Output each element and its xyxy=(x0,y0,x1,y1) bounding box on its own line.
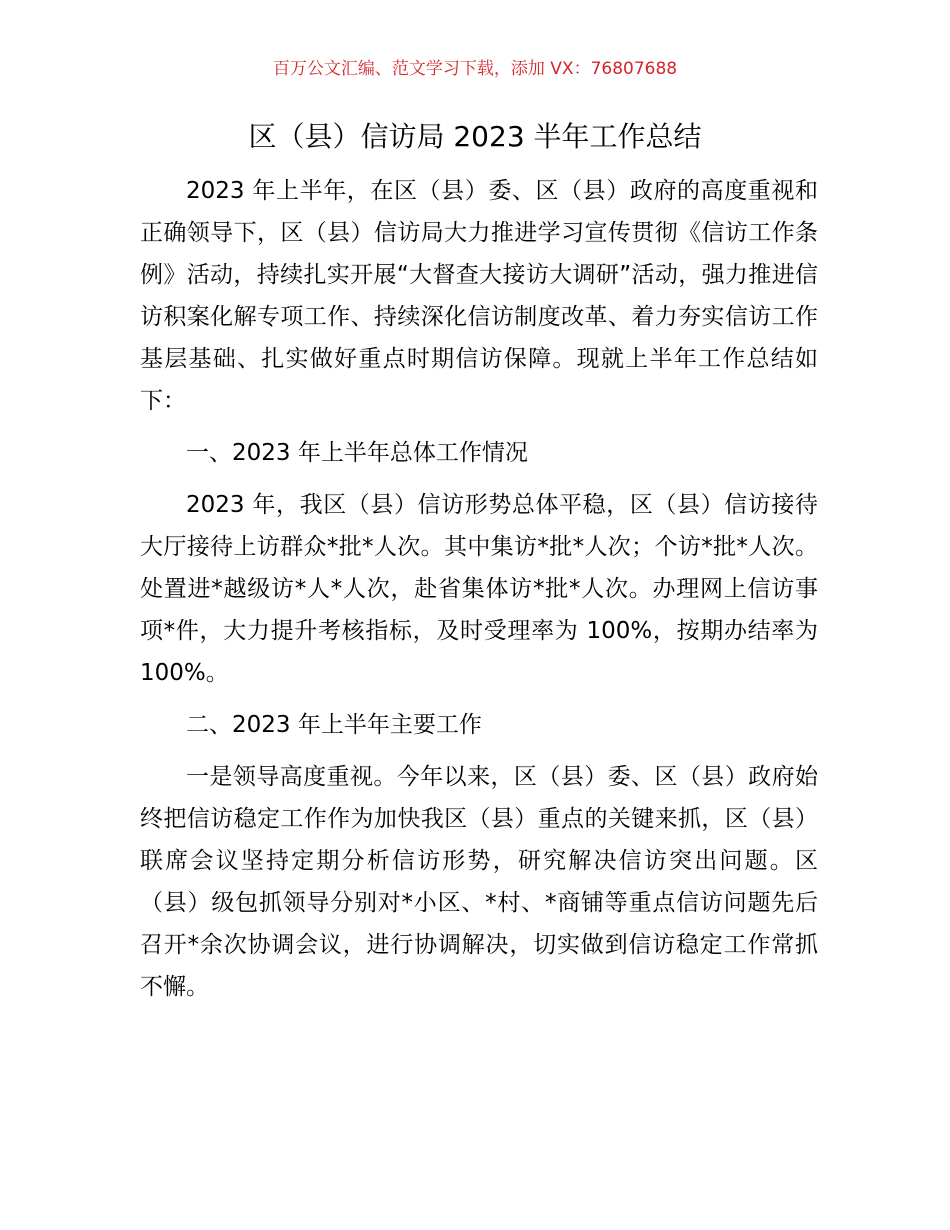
work-paragraph: 一是领导高度重视。今年以来，区（县）委、区（县）政府始终把信访稳定工作作为加快我区（县）重点的关键来抓，区（县）联席会议坚持定期分析信访形势，研究解决信访突出问题。区（县）级包抓领导分别对*小区、*村、*商铺等重点信访问题先后召开*余次协调会议，进行协调解决，切实做到信访稳定工作常抓不懈。 xyxy=(140,764,818,1000)
promo-header: 百万公文汇编、范文学习下载，添加 VX：76807688 xyxy=(272,59,678,79)
document-title: 区（县）信访局 2023 半年工作总结 xyxy=(248,120,702,153)
overview-paragraph: 2023 年，我区（县）信访形势总体平稳，区（县）信访接待大厅接待上访群众*批*人次。其中集访*批*人次；个访*批*人次。处置进*越级访*人*人次，赴省集体访*批*人次。办理网上信访事项*件，大力提升考核指标，及时受理率为 100%，按期办结率为 100%。 xyxy=(140,492,818,686)
document-body xyxy=(140,170,818,1018)
section-heading-2: 二、2023 年上半年主要工作 xyxy=(186,712,482,738)
intro-paragraph: 2023 年上半年，在区（县）委、区（县）政府的高度重视和正确领导下，区（县）信访局大力推进学习宣传贯彻《信访工作条例》活动，持续扎实开展“大督查大接访大调研”活动，强力推进信访积案化解专项工作、持续深化信访制度改革、着力夯实信访工作基层基础、扎实做好重点时期信访保障。现就上半年工作总结如下： xyxy=(140,178,818,414)
section-heading-1: 一、2023 年上半年总体工作情况 xyxy=(186,440,528,466)
